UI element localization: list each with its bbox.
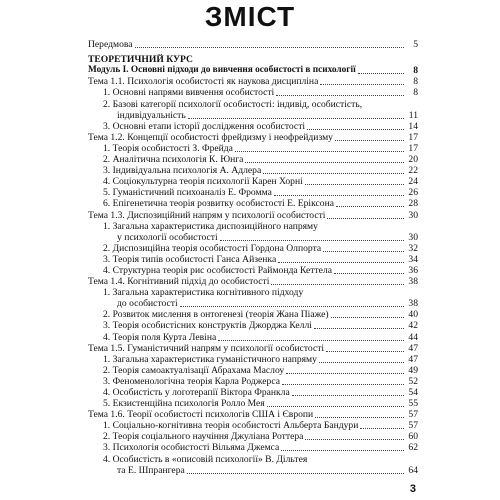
page-number: 3 <box>409 483 416 495</box>
toc-entry-title: 1. Загальна характеристика когнітивного підходу <box>103 287 304 299</box>
toc-entry-page: 57 <box>408 420 418 432</box>
toc-entry-title: ТЕОРЕТИЧНИЙ КУРС <box>88 54 193 66</box>
toc-entry-title: 3. Індивідуальна психологія А. Адлера <box>103 165 262 177</box>
toc-entry-page: 17 <box>408 142 418 154</box>
toc-entry-page: 40 <box>408 309 418 321</box>
toc-entry-title: 2. Теорія соціального научіння Джуліана Роттера <box>103 431 304 443</box>
dot-leader <box>274 195 404 196</box>
toc-entry-title: індивідуальність <box>117 109 186 121</box>
dot-leader <box>188 118 404 119</box>
toc-entry-page: 32 <box>408 242 418 254</box>
toc-entry[interactable] <box>83 409 418 420</box>
dot-leader <box>305 184 404 185</box>
toc-entry[interactable] <box>83 276 418 287</box>
toc-entry[interactable] <box>83 243 418 254</box>
toc-entry-page: 47 <box>408 353 418 365</box>
dot-leader <box>320 84 404 85</box>
dot-leader <box>360 428 404 429</box>
toc-entry[interactable] <box>83 343 418 354</box>
toc-entry-page: 49 <box>408 364 418 376</box>
toc-entry-page: 14 <box>408 120 418 132</box>
toc-entry-title: 3. Психологія особистості Вільяма Джемса <box>103 442 280 454</box>
dot-leader <box>326 351 404 352</box>
toc-entry[interactable] <box>83 132 418 143</box>
dot-leader <box>323 251 404 252</box>
toc-entry-page: 64 <box>408 464 418 476</box>
toc-entry-title: у психології особистості <box>117 231 218 243</box>
toc-entry-title: Тема 1.4. Когнітивний підхід до особистості <box>88 276 270 288</box>
toc-entry-title: 3. Теорія особистісних конструктів Джорджа Келлі <box>103 320 312 332</box>
toc-entry[interactable] <box>83 98 418 109</box>
toc-entry-page: 8 <box>413 87 418 99</box>
table-of-contents <box>83 39 418 476</box>
dot-leader <box>335 140 404 141</box>
toc-entry-title: 4. Соціокультурна теорія психології Карен Хорні <box>103 176 303 188</box>
toc-entry[interactable] <box>83 254 418 265</box>
toc-entry-title: 2. Розвиток мислення в онтогенезі (теорія Жана Піаже) <box>103 309 329 321</box>
toc-entry[interactable] <box>83 298 418 309</box>
dot-leader <box>319 362 404 363</box>
dot-leader <box>267 406 404 407</box>
dot-leader <box>305 439 404 440</box>
toc-entry-page: 20 <box>408 154 418 166</box>
toc-entry-page: 30 <box>408 209 418 221</box>
toc-entry-title: до особистості <box>117 298 178 310</box>
dot-leader <box>218 340 404 341</box>
toc-entry[interactable] <box>83 354 418 365</box>
toc-entry[interactable] <box>83 232 418 243</box>
toc-entry-page: 17 <box>408 131 418 143</box>
toc-entry-page: 52 <box>408 375 418 387</box>
dot-leader <box>276 95 404 96</box>
toc-entry-page: 34 <box>408 253 418 265</box>
toc-entry-title: 2. Аналітична психологія К. Юнга <box>103 154 244 166</box>
toc-entry-title: Передмова <box>88 39 133 51</box>
toc-entry-title: 3. Феноменологічна теорія Карла Роджерса <box>103 375 280 387</box>
toc-entry-page: 8 <box>413 76 418 88</box>
toc-entry[interactable] <box>83 121 418 132</box>
toc-entry-title: 6. Епігенетична теорія розвитку особистості Е. Еріксона <box>103 198 334 210</box>
toc-entry-title: 1. Основні напрями вивчення особистості <box>103 87 275 99</box>
toc-entry-title: 5. Гуманістичний психоаналіз Е. Фромма <box>103 187 272 199</box>
toc-entry-title: 4. Теорія поля Курта Левіна <box>103 331 217 343</box>
dot-leader <box>245 162 404 163</box>
toc-entry[interactable] <box>83 465 418 476</box>
toc-entry[interactable] <box>83 331 418 342</box>
toc-entry-page: 26 <box>408 187 418 199</box>
dot-leader <box>286 373 404 374</box>
dot-leader <box>271 284 404 285</box>
toc-entry[interactable] <box>83 209 418 220</box>
toc-entry[interactable] <box>83 176 418 187</box>
toc-entry[interactable] <box>83 39 418 50</box>
dot-leader <box>187 473 404 474</box>
page-title: ЗМІСТ <box>204 1 296 32</box>
toc-entry[interactable] <box>83 309 418 320</box>
dot-leader <box>281 450 404 451</box>
toc-entry-page: 36 <box>408 264 418 276</box>
dot-leader <box>331 317 404 318</box>
toc-entry[interactable] <box>83 110 418 121</box>
dot-leader <box>220 240 404 241</box>
toc-entry-page: 28 <box>408 198 418 210</box>
dot-leader <box>278 262 404 263</box>
toc-entry[interactable] <box>83 387 418 398</box>
toc-entry-page: 60 <box>408 431 418 443</box>
toc-entry-title: 2. Базові категорії психології особистості: індивід, особистість, <box>103 98 363 110</box>
toc-entry-title: Тема 1.2. Концепції особистості фрейдизму і неофрейдизму <box>88 131 333 143</box>
toc-entry-title: Модуль І. Основні підходи до вивчення особистості в психології <box>88 65 356 76</box>
toc-entry[interactable] <box>83 398 418 409</box>
dot-leader <box>180 306 404 307</box>
toc-entry-title: 1. Соціально-когнітивна теорія особистості Альберта Бандури <box>103 420 359 432</box>
toc-entry[interactable] <box>83 420 418 431</box>
dot-leader <box>235 151 404 152</box>
toc-entry-page: 44 <box>408 331 418 343</box>
toc-entry-title: 1. Загальна характеристика гуманістичного напряму <box>103 353 317 365</box>
toc-entry-page: 24 <box>408 176 418 188</box>
toc-entry-page: 38 <box>408 276 418 288</box>
toc-entry[interactable] <box>83 376 418 387</box>
toc-entry[interactable] <box>83 453 418 464</box>
toc-entry-title: 1. Теорія особистості З. Фрейда <box>103 142 233 154</box>
toc-entry-page: 8 <box>413 65 418 77</box>
toc-entry-title: 3. Основні етапи історії дослідження особистості <box>103 120 306 132</box>
toc-entry[interactable] <box>83 431 418 442</box>
toc-entry[interactable] <box>83 265 418 276</box>
toc-entry[interactable] <box>83 154 418 165</box>
dot-leader <box>263 173 404 174</box>
toc-entry[interactable] <box>83 65 418 76</box>
toc-entry[interactable] <box>83 143 418 154</box>
toc-entry-title: 4. Особистість в «описовій психології» В. Дільтея <box>103 453 308 465</box>
toc-entry-title: 3. Теорія типів особистості Ганса Айзенка <box>103 253 277 265</box>
toc-entry-title: Тема 1.5. Гуманістичний напрям у психології особистості <box>88 342 325 354</box>
toc-entry-title: 2. Диспозиційна теорія особистості Гордона Олпорта <box>103 242 322 254</box>
toc-entry-page: 30 <box>408 231 418 243</box>
toc-entry[interactable] <box>83 76 418 87</box>
dot-leader <box>282 384 404 385</box>
dot-leader <box>307 129 404 130</box>
toc-entry[interactable] <box>83 221 418 232</box>
toc-entry-page: 57 <box>408 409 418 421</box>
toc-entry[interactable] <box>83 442 418 453</box>
dot-leader <box>336 206 404 207</box>
toc-entry-page: 55 <box>408 398 418 410</box>
toc-entry[interactable] <box>83 320 418 331</box>
toc-entry[interactable] <box>83 54 418 65</box>
toc-entry-title: Тема 1.6. Теорії особистості психологів США і Європи <box>88 409 314 421</box>
toc-entry-title: 2. Теорія самоактуалізації Абрахама Маслоу <box>103 364 285 376</box>
toc-entry-page: 54 <box>408 387 418 398</box>
toc-entry-title: Тема 1.3. Диспозиційний напрям у психології особистості <box>88 209 326 221</box>
dot-leader <box>334 273 404 274</box>
dot-leader <box>314 328 404 329</box>
dot-leader <box>327 218 404 219</box>
toc-entry-title: 4. Структурна теорія рис особистості Раймонда Кеттела <box>103 264 332 276</box>
toc-entry-title: та Е. Шпрангера <box>117 464 185 476</box>
toc-entry-title: 5. Екзистенційна психологія Ролло Мея <box>103 398 265 410</box>
toc-entry-page: 22 <box>408 165 418 177</box>
toc-entry-page: 47 <box>408 342 418 354</box>
toc-entry[interactable] <box>83 165 418 176</box>
toc-entry-page: 62 <box>408 442 418 454</box>
toc-entry-title: 1. Загальна характеристика диспозиційного напряму <box>103 220 318 232</box>
toc-entry[interactable] <box>83 187 418 198</box>
toc-entry-title: 4. Особистість у логотерапії Віктора Франкла <box>103 387 290 398</box>
toc-entry[interactable] <box>83 287 418 298</box>
toc-entry[interactable] <box>83 87 418 98</box>
toc-entry-title: Тема 1.1. Психологія особистості як наукова дисципліна <box>88 76 319 88</box>
dot-leader <box>315 417 404 418</box>
toc-entry-page: 38 <box>408 298 418 310</box>
toc-entry[interactable] <box>83 198 418 209</box>
dot-leader <box>135 47 404 48</box>
toc-entry-page: 11 <box>408 109 418 121</box>
toc-entry-page: 5 <box>413 39 418 51</box>
toc-entry[interactable] <box>83 365 418 376</box>
dot-leader <box>358 73 404 74</box>
dot-leader <box>292 395 404 396</box>
toc-entry-page: 42 <box>408 320 418 332</box>
